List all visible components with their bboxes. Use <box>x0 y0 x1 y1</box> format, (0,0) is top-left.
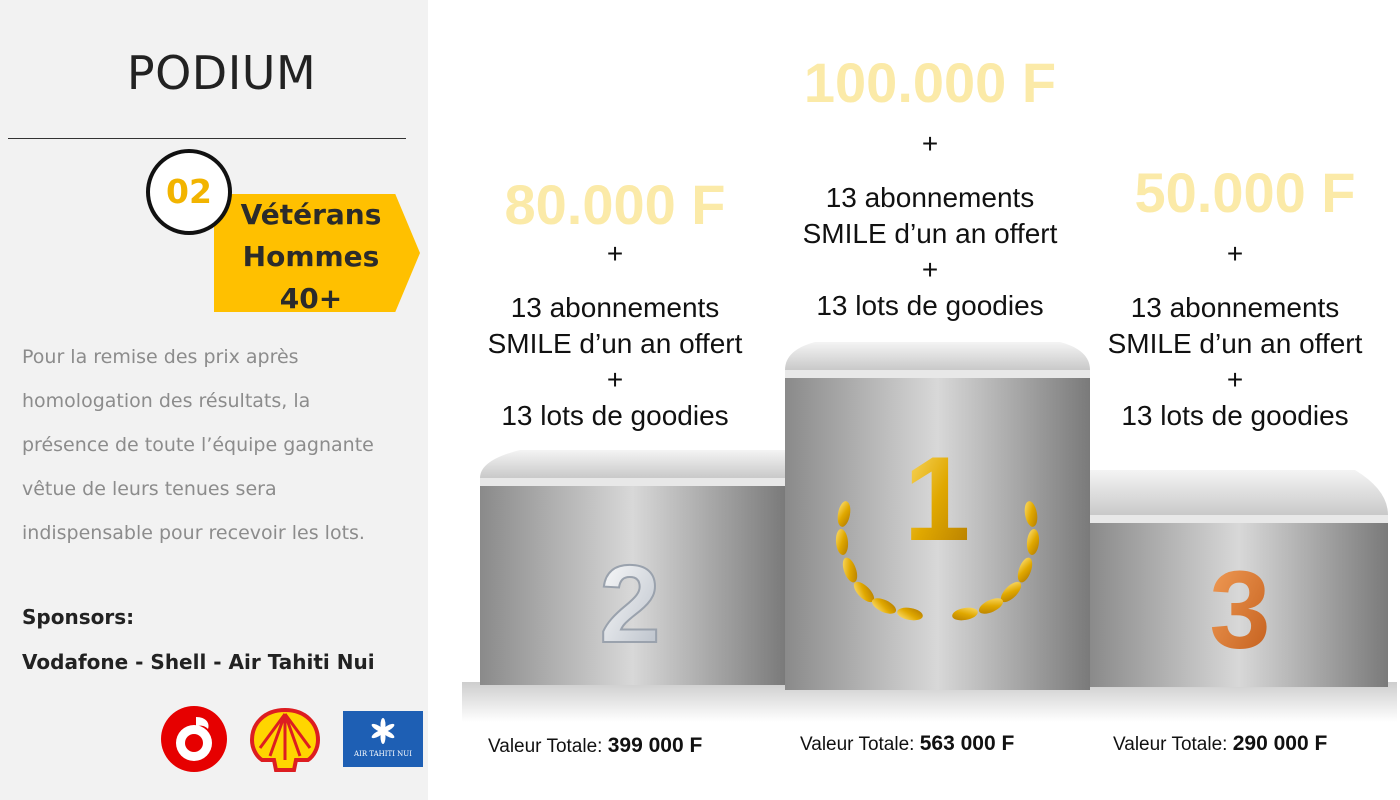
third-prize-plus-2: + <box>1226 364 1244 395</box>
first-total-value: 563 000 F <box>919 732 1015 755</box>
first-prize-plus-2: + <box>921 254 939 285</box>
second-prize-details <box>420 236 810 434</box>
category-line-3: 40+ <box>279 282 343 315</box>
air-tahiti-nui-logo-text: AIR TAHITI NUI <box>354 750 412 758</box>
first-total <box>800 732 1014 756</box>
first-prize-line-2: SMILE d’un an offert <box>802 218 1058 249</box>
vodafone-logo-icon <box>160 705 228 773</box>
sponsors-heading: Sponsors: <box>22 605 135 629</box>
first-prize-amount: 100.000 F <box>803 51 1057 114</box>
description-paragraph <box>22 335 402 555</box>
third-prize-details <box>1040 236 1400 434</box>
second-prize-plus-2: + <box>606 364 624 395</box>
title-divider <box>8 138 406 139</box>
description-line: présence de toute l’équipe gagnante <box>22 434 374 456</box>
page-title: PODIUM <box>126 46 317 100</box>
second-total-value: 399 000 F <box>607 734 703 757</box>
description-line: homologation des résultats, la <box>22 390 311 412</box>
third-prize-plus: + <box>1226 238 1244 269</box>
second-prize-line-1: 13 abonnements <box>510 292 720 323</box>
category-line-1: Vétérans <box>240 198 382 231</box>
second-prize-line-2: SMILE d’un an offert <box>487 328 743 359</box>
category-number: 02 <box>166 172 212 211</box>
third-prize-line-3: 13 lots de goodies <box>1121 400 1349 431</box>
second-total <box>488 734 702 758</box>
third-total <box>1113 732 1327 756</box>
third-total-value: 290 000 F <box>1232 732 1328 755</box>
third-prize-line-1: 13 abonnements <box>1130 292 1340 323</box>
first-total-label: Valeur Totale: <box>800 734 915 755</box>
second-prize-plus: + <box>606 238 624 269</box>
left-panel <box>0 0 428 800</box>
description-line: Pour la remise des prix après <box>22 346 299 368</box>
rank-first-numeral: 1 <box>903 432 971 566</box>
first-prize-plus: + <box>921 128 939 159</box>
third-prize-line-2: SMILE d’un an offert <box>1107 328 1363 359</box>
rank-third-numeral: 3 <box>1209 549 1271 672</box>
category-label <box>232 194 390 320</box>
first-prize-line-3: 13 lots de goodies <box>816 290 1044 321</box>
description-line: vêtue de leurs tenues sera <box>22 478 277 500</box>
sponsors-list: Vodafone - Shell - Air Tahiti Nui <box>22 650 375 674</box>
rank-second-numeral: 2 <box>599 543 661 666</box>
air-tahiti-nui-logo-icon <box>343 711 423 767</box>
category-line-2: Hommes <box>242 240 380 273</box>
shell-logo-icon <box>248 706 322 774</box>
second-prize-amount: 80.000 F <box>504 173 726 236</box>
first-prize-line-1: 13 abonnements <box>825 182 1035 213</box>
third-prize-amount: 50.000 F <box>1134 161 1356 224</box>
second-total-label: Valeur Totale: <box>488 736 603 757</box>
third-total-label: Valeur Totale: <box>1113 734 1228 755</box>
description-line: indispensable pour recevoir les lots. <box>22 522 365 544</box>
second-prize-line-3: 13 lots de goodies <box>501 400 729 431</box>
